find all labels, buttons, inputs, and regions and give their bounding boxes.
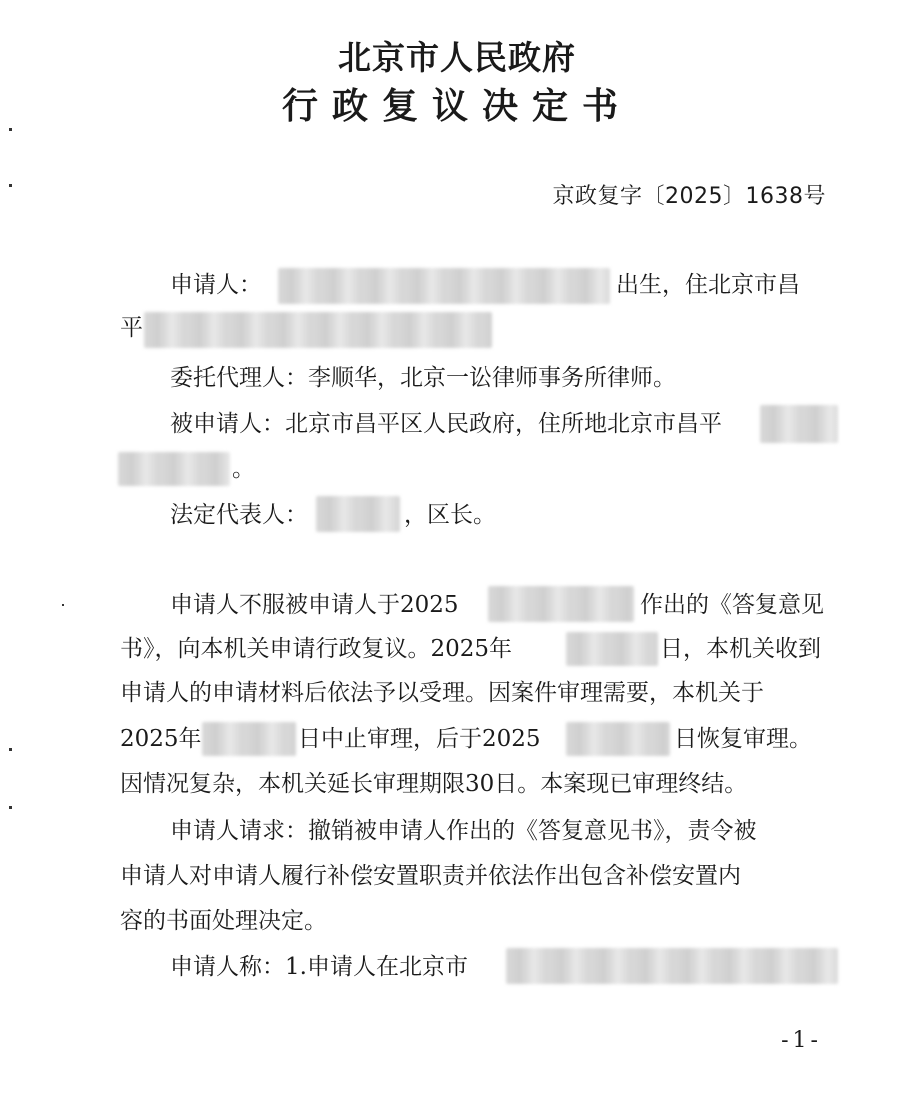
redacted-date-3 (202, 722, 296, 756)
applicant-label: 申请人： (170, 272, 262, 298)
redacted-applicant-location (506, 948, 838, 984)
respondent-line-end: 。 (232, 456, 255, 482)
binding-mark (9, 748, 12, 751)
para1-line2-a: 书》，向本机关申请行政复议。2025年 (120, 636, 513, 662)
document-number: 京政复字〔2025〕1638号 (552, 184, 826, 209)
para2-line1: 申请人请求：撤销被申请人作出的《答复意见书》，责令被 (170, 818, 757, 844)
redacted-respondent-address-a (760, 405, 838, 443)
applicant-line-end: 出生，住北京市昌 (616, 272, 800, 298)
para1-line1-a: 申请人不服被申请人于2025 (170, 592, 459, 618)
binding-mark (9, 184, 12, 187)
para1-line1-b: 作出的《答复意见 (640, 592, 824, 618)
redacted-date-1 (488, 586, 634, 622)
applicant-line (170, 270, 262, 300)
representative-line: 法定代表人： (170, 502, 308, 528)
para1-line3: 申请人的申请材料后依法予以受理。因案件审理需要，本机关于 (120, 680, 764, 706)
representative-title: ，区长。 (404, 502, 496, 528)
binding-mark (9, 128, 12, 131)
page-number: -1- (781, 1028, 822, 1053)
para3-line1: 申请人称：1.申请人在北京市 (170, 954, 468, 980)
redacted-applicant-address (144, 312, 492, 348)
redacted-applicant-info (278, 268, 610, 304)
agent-line: 委托代理人：李顺华，北京一讼律师事务所律师。 (170, 365, 676, 391)
redacted-respondent-address-b (118, 452, 230, 486)
para1-line4-c: 日恢复审理。 (674, 726, 812, 752)
respondent-line: 被申请人：北京市昌平区人民政府，住所地北京市昌平 (170, 411, 722, 437)
issuing-authority-title: 北京市人民政府 (338, 38, 576, 77)
binding-mark (9, 806, 12, 809)
redacted-date-4 (566, 722, 670, 756)
document-type-title: 行政复议决定书 (281, 85, 632, 127)
redacted-representative-name (316, 496, 400, 532)
para2-line2: 申请人对申请人履行补偿安置职责并依法作出包含补偿安置内 (120, 863, 741, 889)
binding-mark (62, 604, 64, 606)
applicant-address-start: 平 (120, 315, 143, 341)
para1-line4-b: 日中止审理，后于2025 (298, 726, 541, 752)
para1-line5: 因情况复杂，本机关延长审理期限30日。本案现已审理终结。 (120, 771, 748, 797)
para1-line4-a: 2025年 (120, 726, 202, 752)
redacted-date-2 (566, 632, 658, 666)
para2-line3: 容的书面处理决定。 (120, 908, 327, 934)
para1-line2-b: 日，本机关收到 (660, 636, 821, 662)
